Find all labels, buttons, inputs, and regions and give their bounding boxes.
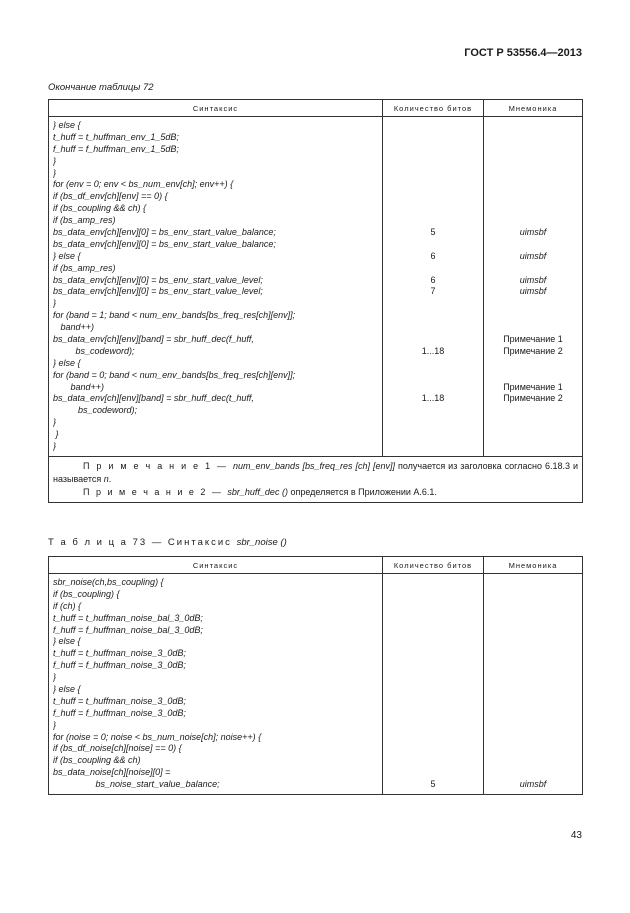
bits-value: 1...18 <box>421 393 445 404</box>
bits-value <box>387 577 479 589</box>
syntax-line: for (noise = 0; noise < bs_num_noise[ch]; noise++) { <box>53 731 262 742</box>
mnemonic-value <box>488 660 578 672</box>
mnemonic-value <box>488 589 578 601</box>
mnemonic-value <box>488 636 578 648</box>
bits-value <box>387 767 479 779</box>
bits-value <box>387 601 479 613</box>
bits-cell <box>383 117 484 457</box>
note-2: П р и м е ч а н и е 2 — sbr_huff_dec () определяется в Приложении А.6.1. <box>83 486 437 497</box>
mnemonic-value <box>488 708 578 720</box>
syntax-line: } <box>53 167 57 178</box>
mnemonic-value <box>488 648 578 660</box>
mnemonic-value: uimsbf <box>519 227 547 238</box>
syntax-line: if (bs_coupling && ch) { <box>53 203 147 214</box>
bits-value <box>387 310 479 322</box>
column-header-bits: Количество битов <box>383 100 484 117</box>
syntax-line: bs_data_env[ch][env][band] = sbr_huff_dec(t_huff, <box>53 393 254 404</box>
mnemonic-value <box>488 429 578 441</box>
table-72 <box>48 99 583 503</box>
syntax-line: } else { <box>53 636 81 647</box>
syntax-line: if (bs_coupling && ch) <box>53 755 141 766</box>
bits-value <box>387 215 479 227</box>
bits-value <box>387 179 479 191</box>
mnemonic-value <box>488 613 578 625</box>
bits-value <box>387 672 479 684</box>
bits-value <box>387 191 479 203</box>
syntax-line: bs_data_env[ch][env][0] = bs_env_start_value_level; <box>53 286 263 297</box>
syntax-cell <box>49 574 383 795</box>
column-header-syntax: Синтаксис <box>49 557 383 574</box>
mnemonic-value <box>488 144 578 156</box>
bits-value <box>387 322 479 334</box>
mnemonic-value: Примечание 1 <box>503 334 563 345</box>
syntax-line: for (env = 0; env < bs_num_env[ch]; env++) { <box>53 179 234 190</box>
bits-value <box>387 743 479 755</box>
syntax-line: f_huff = f_huffman_env_1_5dB; <box>53 143 179 154</box>
mnemonic-cell <box>484 117 583 457</box>
mnemonic-value <box>488 203 578 215</box>
mnemonic-value <box>488 672 578 684</box>
bits-value <box>387 660 479 672</box>
bits-value <box>387 298 479 310</box>
syntax-line: for (band = 0; band < num_env_bands[bs_freq_res[ch][env]]; <box>53 369 296 380</box>
table-notes <box>49 456 583 502</box>
mnemonic-value <box>488 168 578 180</box>
bits-value <box>387 144 479 156</box>
syntax-line: } <box>53 155 57 166</box>
mnemonic-value <box>488 405 578 417</box>
bits-value <box>387 156 479 168</box>
bits-value <box>387 684 479 696</box>
mnemonic-value <box>488 191 578 203</box>
bits-value: 6 <box>430 274 436 285</box>
mnemonic-value <box>488 743 578 755</box>
bits-value: 5 <box>430 779 436 790</box>
page-number: 43 <box>570 830 582 841</box>
bits-value <box>387 358 479 370</box>
syntax-line: t_huff = t_huffman_noise_3_0dB; <box>53 648 186 659</box>
mnemonic-value: uimsbf <box>519 286 547 297</box>
mnemonic-value <box>488 755 578 767</box>
mnemonic-value <box>488 239 578 251</box>
syntax-line: } <box>53 298 57 309</box>
syntax-line: sbr_noise(ch,bs_coupling) { <box>53 577 164 587</box>
mnemonic-value <box>488 601 578 613</box>
syntax-line: bs_codeword); <box>53 345 135 356</box>
mnemonic-value <box>488 215 578 227</box>
bits-value <box>387 417 479 429</box>
syntax-cell <box>49 117 383 457</box>
syntax-line: if (bs_amp_res) <box>53 262 116 273</box>
mnemonic-value <box>488 417 578 429</box>
bits-value <box>387 636 479 648</box>
syntax-line: if (bs_df_env[ch][env] == 0) { <box>53 191 168 202</box>
syntax-line: for (band = 1; band < num_env_bands[bs_freq_res[ch][env]]; <box>53 310 296 321</box>
syntax-line: t_huff = t_huffman_env_1_5dB; <box>53 131 179 142</box>
bits-value: 6 <box>430 250 436 261</box>
bits-value <box>387 625 479 637</box>
mnemonic-value: uimsbf <box>519 274 547 285</box>
syntax-line: } <box>53 429 59 440</box>
bits-cell <box>383 574 484 795</box>
bits-value <box>387 720 479 732</box>
column-header-mnemonic: Мнемоника <box>484 557 583 574</box>
bits-value <box>387 132 479 144</box>
bits-value <box>387 441 479 453</box>
syntax-line: t_huff = t_huffman_noise_3_0dB; <box>53 695 186 706</box>
bits-value <box>387 755 479 767</box>
bits-value <box>387 370 479 382</box>
bits-value <box>387 120 479 132</box>
syntax-line: } else { <box>53 120 81 130</box>
mnemonic-value <box>488 684 578 696</box>
syntax-line: band++) <box>53 381 105 392</box>
syntax-line: bs_codeword); <box>53 405 138 416</box>
mnemonic-value <box>488 358 578 370</box>
bits-value <box>387 589 479 601</box>
syntax-line: } <box>53 672 57 683</box>
bits-value <box>387 613 479 625</box>
standard-header: ГОСТ Р 53556.4—2013 <box>464 47 582 59</box>
mnemonic-value <box>488 441 578 453</box>
bits-value <box>387 239 479 251</box>
syntax-line: bs_noise_start_value_balance; <box>53 779 220 790</box>
bits-value <box>387 696 479 708</box>
mnemonic-value <box>488 720 578 732</box>
column-header-mnemonic: Мнемоника <box>484 100 583 117</box>
mnemonic-value <box>488 310 578 322</box>
mnemonic-value <box>488 132 578 144</box>
table73-caption: Т а б л и ц а 73 — Синтаксис sbr_noise () <box>48 537 287 548</box>
syntax-line: band++) <box>53 322 95 333</box>
table72-caption: Окончание таблицы 72 <box>48 82 154 93</box>
syntax-line: bs_data_env[ch][env][0] = bs_env_start_value_balance; <box>53 238 276 249</box>
bits-value <box>387 708 479 720</box>
syntax-line: f_huff = f_huffman_noise_3_0dB; <box>53 660 186 671</box>
mnemonic-value <box>488 322 578 334</box>
mnemonic-value: Примечание 2 <box>503 393 563 404</box>
mnemonic-value <box>488 179 578 191</box>
mnemonic-value <box>488 577 578 589</box>
bits-value <box>387 429 479 441</box>
syntax-line: f_huff = f_huffman_noise_bal_3_0dB; <box>53 624 203 635</box>
bits-value <box>387 168 479 180</box>
syntax-line: if (bs_df_noise[ch][noise] == 0) { <box>53 743 182 754</box>
bits-value <box>387 405 479 417</box>
mnemonic-value <box>488 298 578 310</box>
syntax-line: bs_data_noise[ch][noise][0] = <box>53 767 171 778</box>
mnemonic-value <box>488 370 578 382</box>
mnemonic-value <box>488 625 578 637</box>
table-73 <box>48 556 583 795</box>
mnemonic-value: uimsbf <box>519 779 547 790</box>
mnemonic-value <box>488 263 578 275</box>
bits-value <box>387 382 479 394</box>
syntax-line: } else { <box>53 684 81 695</box>
mnemonic-value <box>488 732 578 744</box>
mnemonic-value: Примечание 1 <box>503 381 563 392</box>
bits-value: 1...18 <box>421 345 445 356</box>
mnemonic-cell <box>484 574 583 795</box>
syntax-line: if (ch) { <box>53 600 82 611</box>
column-header-bits: Количество битов <box>383 557 484 574</box>
mnemonic-value: uimsbf <box>519 250 547 261</box>
mnemonic-value <box>488 696 578 708</box>
bits-value: 5 <box>430 227 436 238</box>
syntax-line: bs_data_env[ch][env][band] = sbr_huff_dec(f_huff, <box>53 334 254 345</box>
mnemonic-value: Примечание 2 <box>503 345 563 356</box>
syntax-line: if (bs_amp_res) <box>53 215 116 226</box>
mnemonic-value <box>488 767 578 779</box>
column-header-syntax: Синтаксис <box>49 100 383 117</box>
syntax-line: t_huff = t_huffman_noise_bal_3_0dB; <box>53 612 203 623</box>
bits-value <box>387 263 479 275</box>
syntax-line: bs_data_env[ch][env][0] = bs_env_start_value_balance; <box>53 227 276 238</box>
bits-value <box>387 732 479 744</box>
syntax-line: } <box>53 417 57 428</box>
syntax-line: f_huff = f_huffman_noise_3_0dB; <box>53 707 186 718</box>
syntax-line: } else { <box>53 357 81 368</box>
syntax-line: } <box>53 441 57 452</box>
bits-value <box>387 648 479 660</box>
bits-value <box>387 334 479 346</box>
bits-value <box>387 203 479 215</box>
mnemonic-value <box>488 120 578 132</box>
syntax-line: } else { <box>53 250 81 261</box>
syntax-line: } <box>53 719 57 730</box>
syntax-line: bs_data_env[ch][env][0] = bs_env_start_value_level; <box>53 274 263 285</box>
mnemonic-value <box>488 156 578 168</box>
note-1: П р и м е ч а н и е 1 — num_env_bands [bs_freq_res [ch] [env]] получается из заголовка согласно 6.18.3 и называется n. <box>53 460 578 484</box>
syntax-line: if (bs_coupling) { <box>53 588 120 599</box>
bits-value: 7 <box>430 286 436 297</box>
